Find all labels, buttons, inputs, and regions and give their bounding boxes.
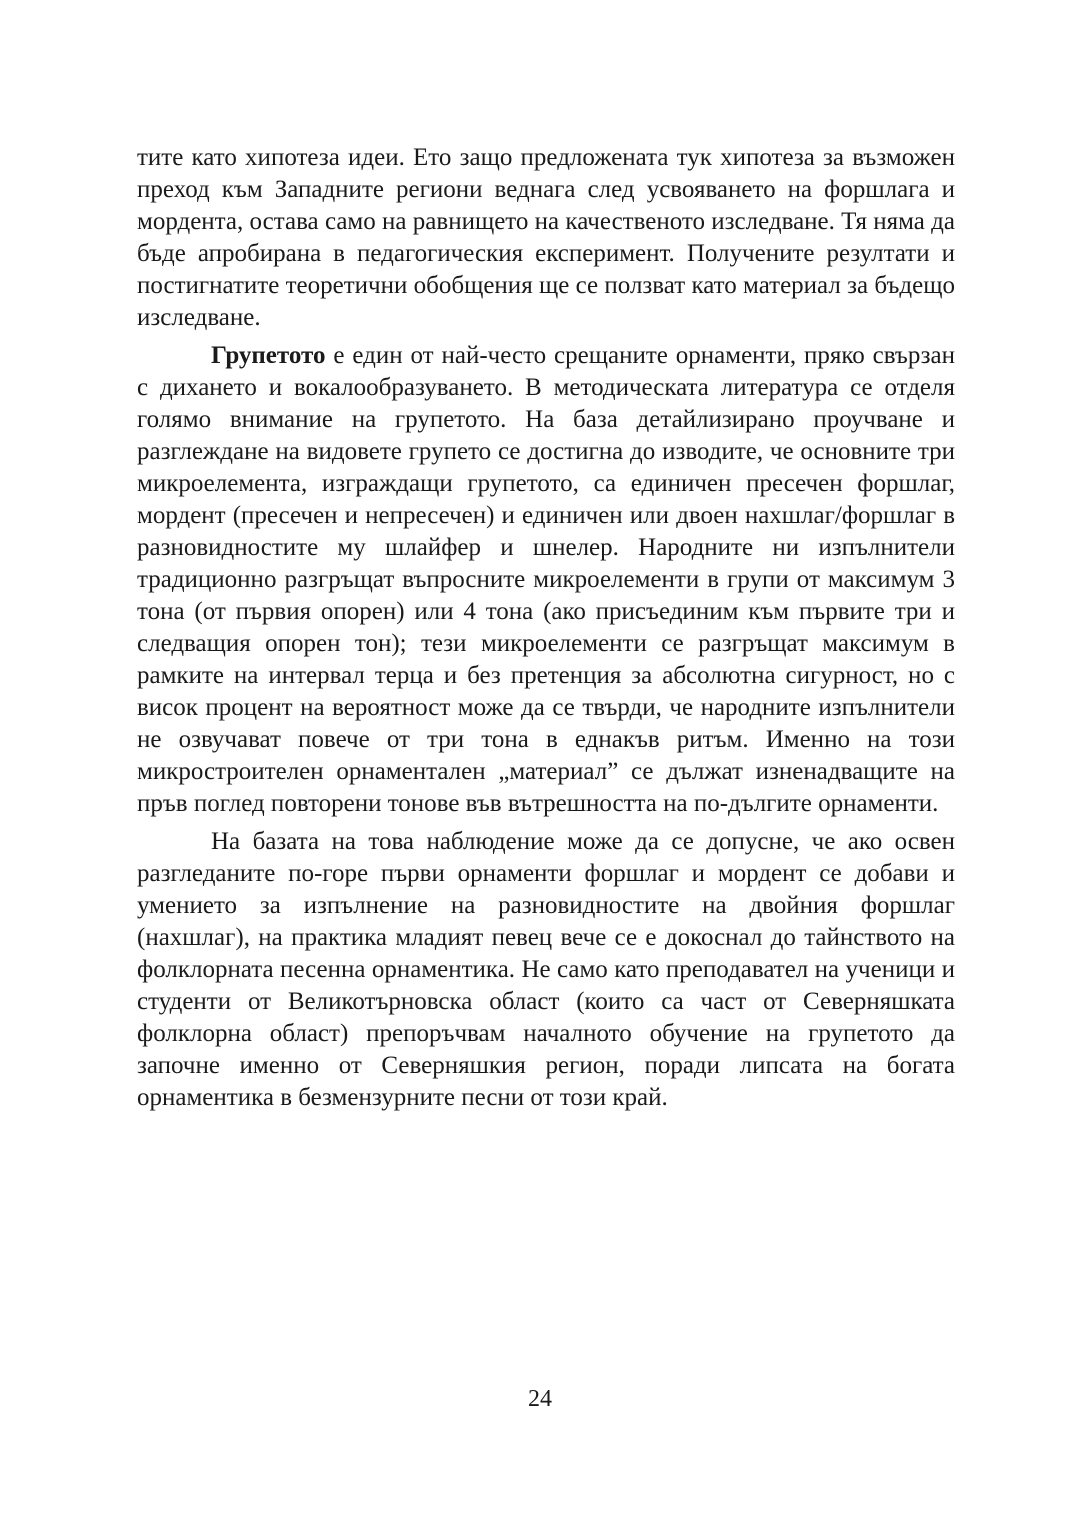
paragraph-3 — [137, 826, 955, 1114]
paragraph-1-text: тите като хипотеза идеи. Ето защо предложената тук хипотеза за възможен преход към Западните региони веднага след усвояването на форшлага и мордента, остава само на равнището на качественото изследване. Тя няма да бъде апробирана в педагогическия експеримент. Получените резултати и постигнатите теоретични обобщения ще се ползват като материал за бъдещо изследване. — [137, 144, 955, 331]
paragraph-1 — [137, 142, 955, 334]
body-text — [137, 142, 955, 1120]
page-number: 24 — [528, 1386, 552, 1412]
paragraph-2 — [137, 340, 955, 820]
paragraph-2-lead-term: Групетото — [211, 342, 326, 369]
paragraph-3-text: На базата на това наблюдение може да се допусне, че ако освен разгледаните по-горе първи орнаменти форшлаг и мордент се добави и умението за изпълнение на разновидностите на двойния форшлаг (нахшлаг), на практика младият певец вече се е докоснал до тайнството на фолклорната песенна орнаментика. Не само като преподавател на ученици и студенти от Великотърновска област (които са част от Северняшката фолклорна област) препоръчвам началното обучение на групетото да започне именно от Северняшкия регион, поради липсата на богата орнаментика в безмензурните песни от този край. — [137, 828, 955, 1111]
paragraph-2-text: е един от най-често срещаните орнаменти, пряко свързан с дихането и вокалообразуването. В методическата литература се отделя голямо внимание на групетото. На база детайлизирано проучване и разглеждане на видовете групето се достигна до изводите, че основните три микроелемента, изграждащи групетото, са единичен пресечен форшлаг, мордент (пресечен и непресечен) и единичен или двоен нахшлаг/форшлаг в разновидностите му шлайфер и шнелер. Народните ни изпълнители традиционно разгръщат въпросните микроелементи в групи от максимум 3 тона (от първия опорен) или 4 тона (ако присъединим към първите три и следващия опорен тон); тези микроелементи се разгръщат максимум в рамките на интервал терца и без претенция за абсолютна сигурност, но с висок процент на вероятност може да се твърди, че народните изпълнители не озвучават повече от три тона в еднакъв ритъм. Именно на този микростроителен орнаментален „материал” се дължат изненадващите на пръв поглед повторени тонове във вътрешността на по-дългите орнаменти. — [137, 342, 955, 817]
